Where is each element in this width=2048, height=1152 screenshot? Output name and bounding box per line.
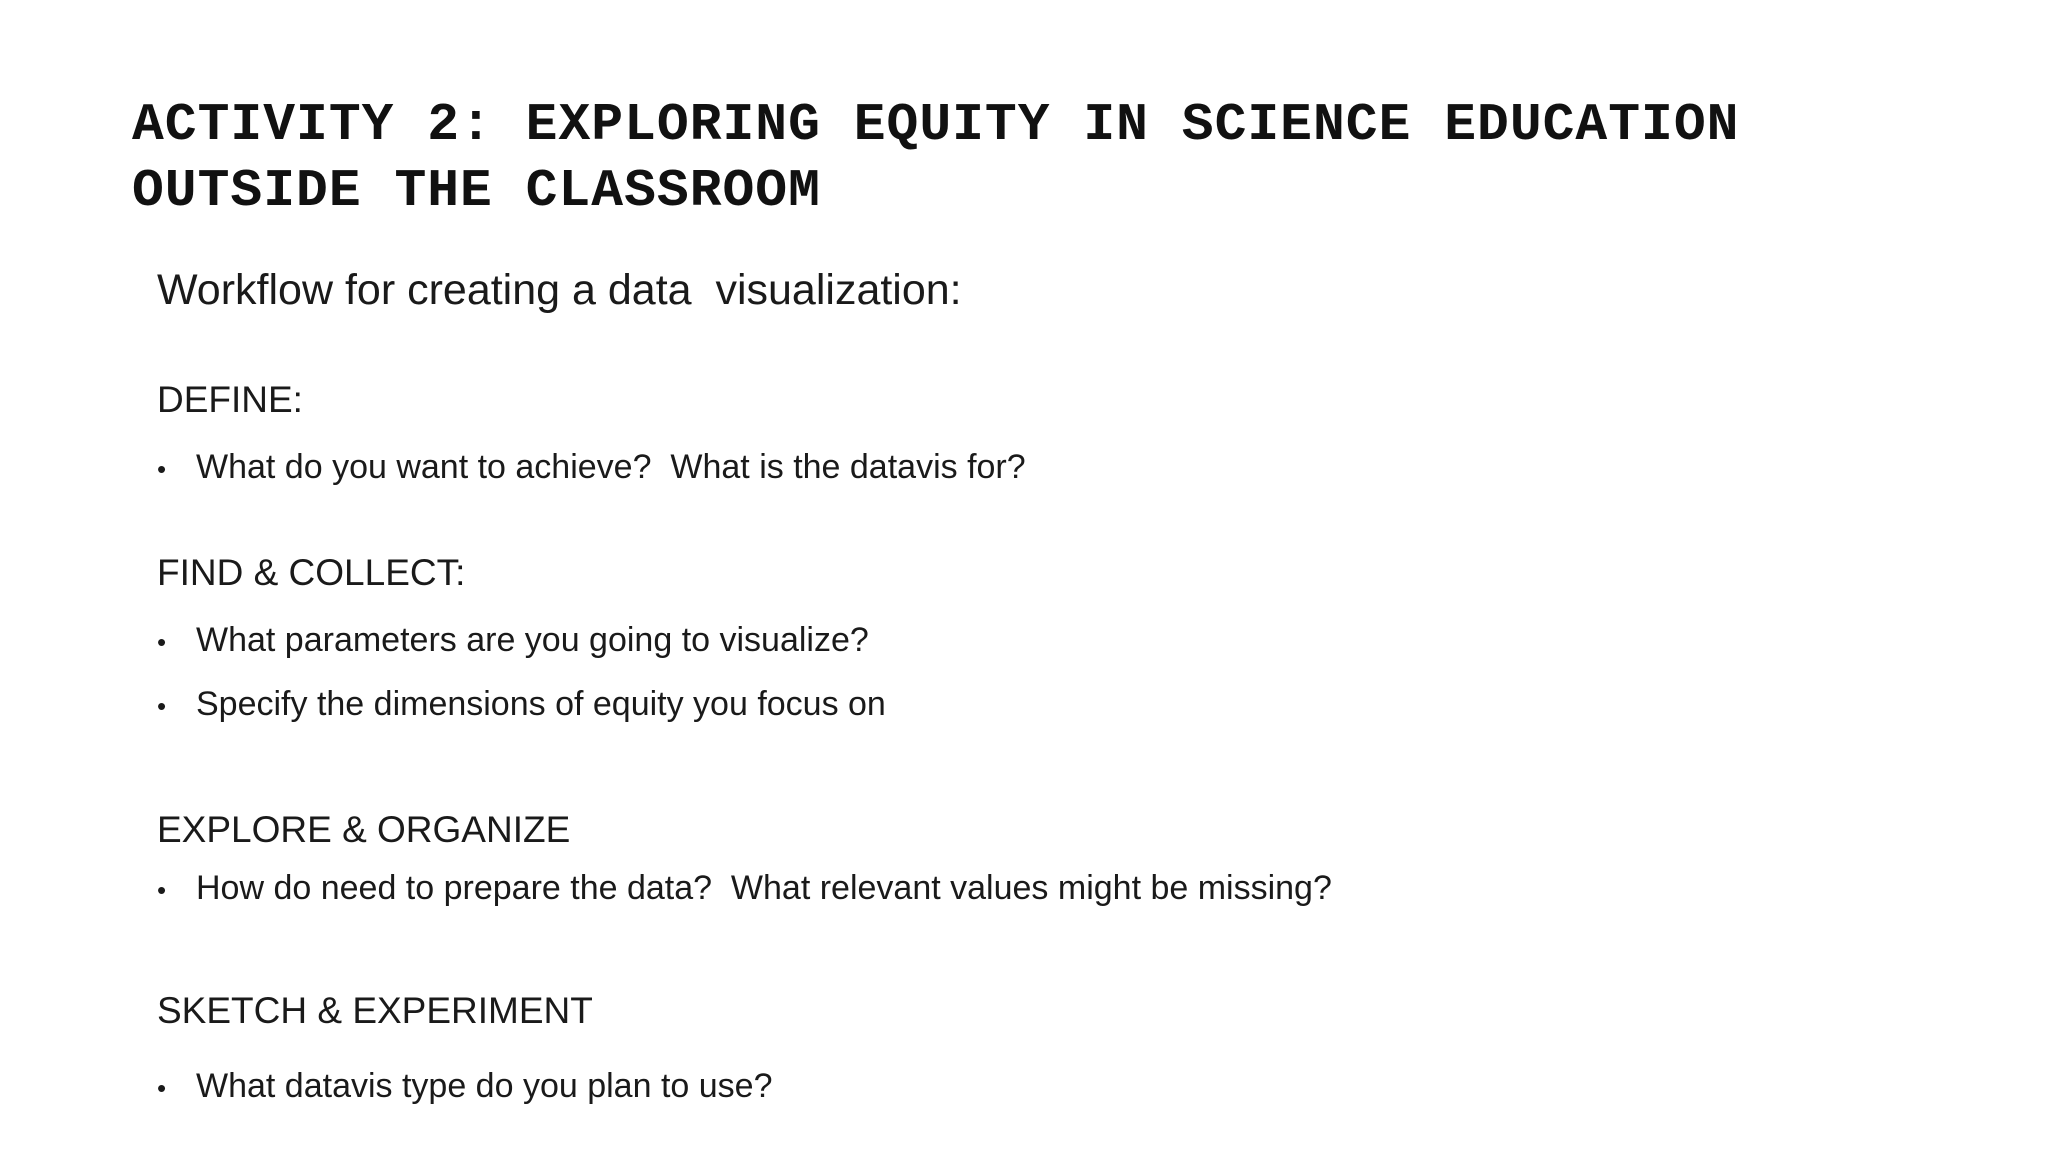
slide-title-line-1: ACTIVITY 2: EXPLORING EQUITY IN SCIENCE EDUCATION [132, 95, 1740, 155]
bullet-item [157, 681, 886, 729]
bullet-text: What parameters are you going to visualize? [196, 621, 869, 659]
section-heading-define: DEFINE: [157, 379, 303, 420]
bullet-icon: • [157, 875, 167, 905]
section-heading-find-collect: FIND & COLLECT: [157, 552, 466, 593]
bullet-item [157, 865, 1332, 913]
slide-title-line-2: OUTSIDE THE CLASSROOM [132, 161, 821, 221]
bullet-item [157, 444, 1026, 492]
bullet-icon: • [157, 454, 167, 484]
bullet-text: Specify the dimensions of equity you focus on [196, 685, 886, 723]
bullet-icon: • [157, 691, 167, 721]
bullet-text: How do need to prepare the data? What relevant values might be missing? [196, 869, 1332, 907]
bullet-item [157, 617, 869, 665]
bullet-icon: • [157, 627, 167, 657]
bullet-text: What datavis type do you plan to use? [196, 1067, 773, 1105]
slide-subtitle: Workflow for creating a data visualization: [157, 266, 962, 314]
bullet-icon: • [157, 1073, 167, 1103]
section-heading-explore-organize: EXPLORE & ORGANIZE [157, 809, 571, 850]
section-heading-sketch-experiment: SKETCH & EXPERIMENT [157, 990, 593, 1031]
bullet-item [157, 1063, 772, 1111]
slide-title [132, 92, 1972, 224]
bullet-text: What do you want to achieve? What is the datavis for? [196, 448, 1026, 486]
